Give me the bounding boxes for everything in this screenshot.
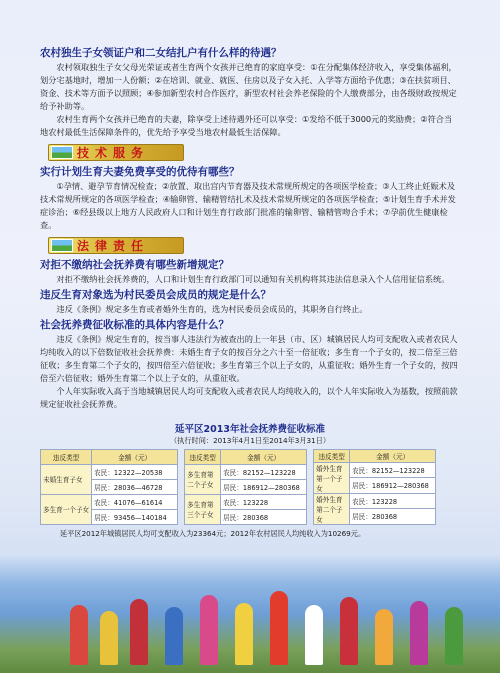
landscape-icon xyxy=(51,239,73,252)
landscape-icon xyxy=(51,146,73,159)
paragraph-5: 违反《条例》规定多生育或者婚外生育的，选为村民委员会成员的，其职务自行终止。 xyxy=(56,304,368,314)
question-2: 实行计划生育夫妻免费享受的优待有哪些？ xyxy=(40,166,240,178)
table-cell-amount: 居民：186912—280368 xyxy=(221,479,307,494)
section-title: 技术服务 xyxy=(77,146,150,160)
child-figure xyxy=(375,609,393,665)
section-header-tech-service xyxy=(48,144,184,161)
table-cell-type: 未婚生育子女 xyxy=(41,464,92,494)
children-photo xyxy=(0,555,500,673)
table-cell-amount: 农民：41076—61614 xyxy=(92,494,178,509)
question-4: 违反生育对象选为村民委员会成员的规定是什么？ xyxy=(40,289,271,301)
table-cell-amount: 农民：123228 xyxy=(221,494,307,509)
table-header-type: 违反类型 xyxy=(41,450,92,465)
child-figure xyxy=(270,591,288,665)
table-cell-type: 多生育一个子女 xyxy=(41,494,92,524)
table-header-type: 违反类型 xyxy=(185,450,221,465)
table-cell-amount: 农民：82152—123228 xyxy=(221,464,307,479)
child-figure xyxy=(130,599,148,665)
rates-table-left xyxy=(40,449,178,525)
table-cell-type: 多生育第三个子女 xyxy=(185,494,221,524)
table-cell-amount: 农民：123228 xyxy=(350,493,436,509)
paragraph-2: 农村生育两个女孩并已绝育的夫妻，除享受上述待遇外还可以享受：①发给不低于3000元的奖励费；②符合当地农村最低生活保障条件的，优先给予享受当地农村最低生活保障。 xyxy=(40,114,453,137)
child-figure xyxy=(445,607,463,665)
paragraph-3: ①孕情、避孕节育情况检查；②放置、取出宫内节育器及技术常规所规定的各项医学检查；③人工终止妊娠术及技术常规所规定的各项医学检查；④输卵管、输精管结扎术及技术常规所规定的各项医学检查；⑤计划生育手术并发症诊治；⑥经县级以上地方人民政府人口和计划生育行政部门批准的输卵管、输精管吻合手术；⑦孕前优生健康检查。 xyxy=(40,181,456,230)
table-row xyxy=(185,464,307,479)
paragraph-4: 对拒不缴纳社会抚养费的，人口和计划生育行政部门可以通知有关机构将其违法信息录入个人信用征信系统。 xyxy=(56,274,450,284)
question-1: 农村独生子女领证户和二女结扎户有什么样的待遇？ xyxy=(40,47,282,59)
table-cell-amount: 居民：28036—46728 xyxy=(92,479,178,494)
table-cell-type: 多生育第二个子女 xyxy=(185,464,221,494)
child-figure xyxy=(410,601,428,665)
rates-tables xyxy=(40,449,460,525)
child-figure xyxy=(305,605,323,665)
child-figure xyxy=(70,605,88,665)
child-figure xyxy=(340,597,358,665)
table-header-type: 违反类型 xyxy=(314,450,350,463)
question-5: 社会抚养费征收标准的具体内容是什么？ xyxy=(40,319,229,331)
paragraph-7: 个人年实际收入高于当地城镇居民人均可支配收入或者农民人均纯收入的，以个人年实际收入为基数，按照前款规定征收社会抚养费。 xyxy=(40,386,458,409)
table-cell-amount: 居民：280368 xyxy=(221,509,307,524)
paragraph-6: 违反《条例》规定生育的，按当事人违法行为被查出的上一年县（市、区）城镇居民人均可支配收入或者农民人均纯收入的以下倍数征收社会抚养费：未婚生育子女的按百分之六十至一倍征收；多生育一个子女的，按二倍至三倍征收；多生育第二个子女的，按四倍至六倍征收；多生育第三个以上子女的，从重征收；婚外生育一个子女的，按四倍至六倍征收；婚外生育第二个以上子女的，从重征收。 xyxy=(40,334,458,383)
child-figure xyxy=(235,603,253,665)
table-cell-amount: 居民：93456—140184 xyxy=(92,509,178,524)
table-cell-type: 婚外生育第二个子女 xyxy=(314,493,350,524)
section-header-legal xyxy=(48,237,184,254)
rates-title: 延平区2013年社会抚养费征收标准 xyxy=(175,424,325,435)
child-figure xyxy=(100,611,118,665)
child-figure xyxy=(165,607,183,665)
child-figure xyxy=(200,595,218,665)
table-row xyxy=(185,494,307,509)
table-cell-amount: 居民：186912—280368 xyxy=(350,478,436,494)
section-title: 法律责任 xyxy=(77,239,150,253)
table-cell-amount: 农民：82152—123228 xyxy=(350,462,436,478)
table-cell-amount: 居民：280368 xyxy=(350,509,436,525)
table-row xyxy=(314,462,436,478)
table-header-amount: 金额（元） xyxy=(92,450,178,465)
table-cell-type: 婚外生育第一个子女 xyxy=(314,462,350,493)
table-row xyxy=(41,464,178,479)
table-header-amount: 金额（元） xyxy=(350,450,436,463)
income-note: 延平区2012年城镇居民人均可支配收入为23364元；2012年农村居民人均纯收入为10269元。 xyxy=(60,528,366,538)
table-cell-amount: 农民：12322—20538 xyxy=(92,464,178,479)
table-row xyxy=(41,494,178,509)
table-header-amount: 金额（元） xyxy=(221,450,307,465)
question-3: 对拒不缴纳社会抚养费有哪些新增规定？ xyxy=(40,259,229,271)
table-row xyxy=(314,493,436,509)
paragraph-1: 农村领取独生子女父母光荣证或者生育两个女孩并已绝育的家庭享受：①在分配集体经济收入，享受集体福利，划分宅基地时，增加一人份额；②在培训、就业、就医、住房以及子女入托、入学等方面给予优惠；③在扶贫项目、资金、技术等方面予以照顾；④参加新型农村合作医疗，新型农村社会养老保险的个人缴费部分，由各级财政按规定给予补助等。 xyxy=(40,62,457,111)
rates-table-right xyxy=(313,449,436,525)
rates-table-middle xyxy=(184,449,307,525)
rates-subtitle: （执行时间：2013年4月1日至2014年3月31日） xyxy=(169,436,331,445)
